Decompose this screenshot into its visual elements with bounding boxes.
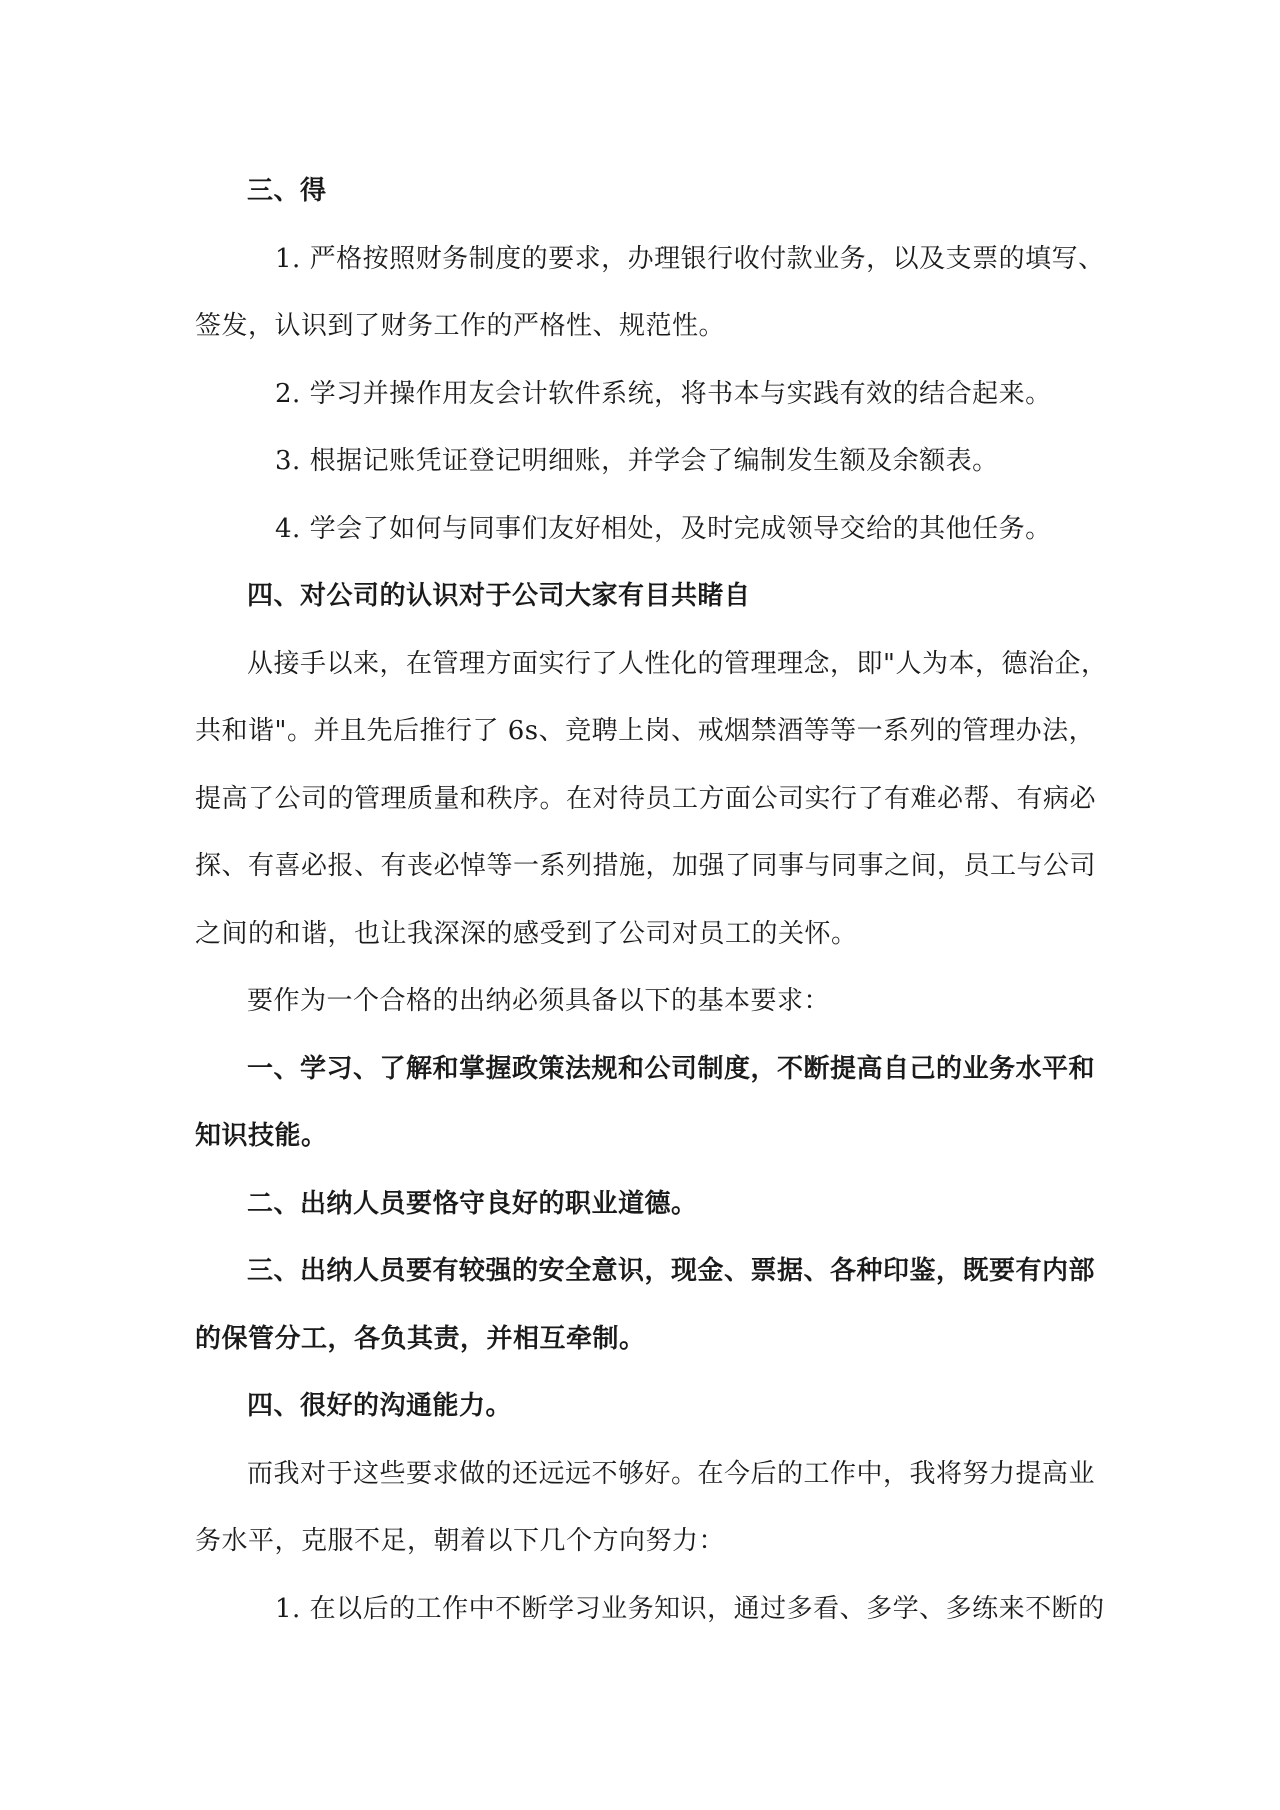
closing-paragraph-line: 而我对于这些要求做的还远远不够好。在今后的工作中，我将努力提高业 (247, 1458, 1096, 1489)
document-body (195, 158, 1108, 1643)
requirement-1-continued: 知识技能。 (195, 1121, 328, 1151)
requirement-4: 四、很好的沟通能力。 (247, 1391, 513, 1421)
company-paragraph-line: 从接手以来，在管理方面实行了人性化的管理理念，即"人为本，德治企， (247, 648, 1108, 679)
requirement-1: 一、学习、了解和掌握政策法规和公司制度，不断提高自己的业务水平和 (247, 1053, 1096, 1084)
company-paragraph-line: 探、有喜必报、有丧必悼等一系列措施，加强了同事与同事之间，员工与公司 (195, 851, 1097, 881)
company-paragraph-line: 之间的和谐，也让我深深的感受到了公司对员工的关怀。 (195, 918, 858, 949)
item-text: 在以后的工作中不断学习业务知识，通过多看、多学、多练来不断的 (309, 1593, 1105, 1624)
company-paragraph-line: 共和谐"。并且先后推行了 6s、竞聘上岗、戒烟禁酒等等一系列的管理办法， (195, 716, 1096, 746)
item-number: 1. (275, 1593, 301, 1624)
improvement-item-1 (195, 1576, 1105, 1644)
company-paragraph-line: 提高了公司的管理质量和秩序。在对待员工方面公司实行了有难必帮、有病必 (195, 783, 1097, 814)
closing-paragraph-line: 务水平，克服不足，朝着以下几个方向努力： (195, 1526, 726, 1556)
item-text: 学会了如何与同事们友好相处，及时完成领导交给的其他任务。 (309, 513, 1052, 544)
section-heading-company: 四、对公司的认识对于公司大家有目共睹自 (247, 581, 751, 611)
item-text: 严格按照财务制度的要求，办理银行收付款业务，以及支票的填写、 (309, 243, 1105, 274)
gain-item-1-continued: 签发，认识到了财务工作的严格性、规范性。 (195, 311, 726, 341)
requirement-3-continued: 的保管分工，各负其责，并相互牵制。 (195, 1323, 646, 1354)
item-text: 根据记账凭证登记明细账，并学会了编制发生额及余额表。 (309, 446, 999, 476)
requirement-2: 二、出纳人员要恪守良好的职业道德。 (247, 1188, 698, 1219)
item-number: 2. (275, 378, 301, 409)
requirement-3: 三、出纳人员要有较强的安全意识，现金、票据、各种印鉴，既要有内部 (247, 1256, 1096, 1286)
gain-item-4 (195, 496, 1090, 564)
gain-item-1 (195, 226, 1105, 294)
gain-item-2 (195, 361, 1090, 429)
requirements-intro: 要作为一个合格的出纳必须具备以下的基本要求： (247, 986, 831, 1016)
section-heading-gain: 三、得 (247, 176, 327, 206)
item-text: 学习并操作用友会计软件系统，将书本与实践有效的结合起来。 (309, 378, 1052, 409)
item-number: 1. (275, 243, 301, 274)
item-number: 3. (275, 446, 301, 476)
item-number: 4. (275, 513, 301, 544)
gain-item-3 (195, 428, 1090, 496)
